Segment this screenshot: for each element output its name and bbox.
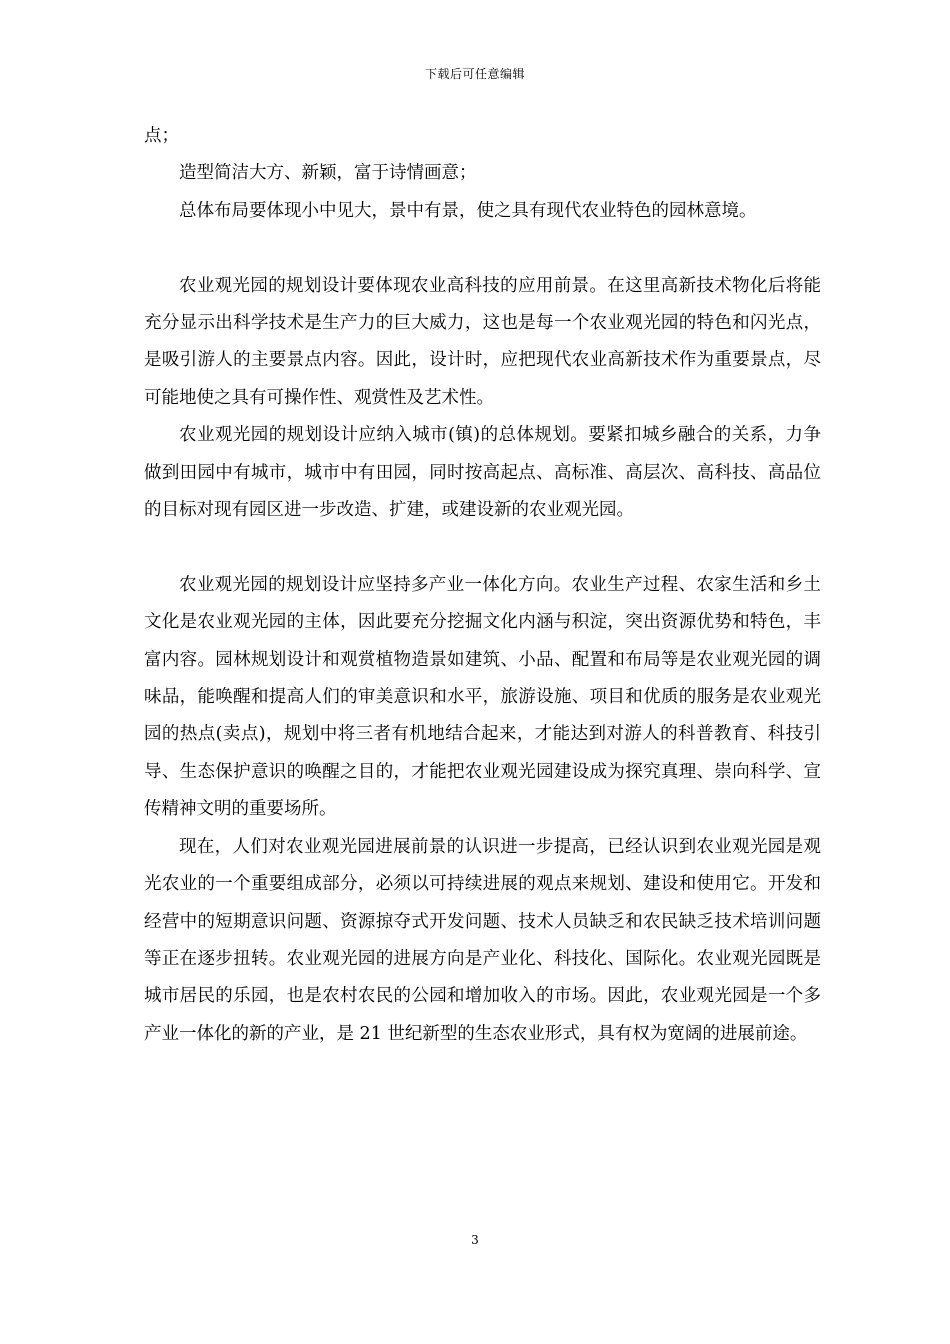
paragraph-gap: [144, 529, 821, 566]
page-header: 下载后可任意编辑: [424, 67, 525, 81]
paragraph-5: 农业观光园的规划设计应纳入城市(镇)的总体规划。要紧扣城乡融合的关系，力争做到田园中有城市，城市中有田园，同时按高起点、高标准、高层次、高科技、高品位的目标对现有园区进一步改造、扩建，或建设新的农业观光园。: [144, 425, 821, 521]
paragraph-gap: [144, 230, 821, 267]
page-number: 3: [471, 1233, 479, 1247]
paragraph-6: 农业观光园的规划设计应坚持多产业一体化方向。农业生产过程、农家生活和乡土文化是农业观光园的主体，因此要充分挖掘文化内涵与积淀，突出资源优势和特色，丰富内容。园林规划设计和观赏植物造景如建筑、小品、配置和布局等是农业观光园的调味品，能唤醒和提高人们的审美意识和水平，旅游设施、项目和优质的服务是农业观光园的热点(卖点)，规划中将三者有机地结合起来，才能达到对游人的科普教育、科技引导、生态保护意识的唤醒之目的，才能把农业观光园建设成为探究真理、崇向科学、宣传精神文明的重要场所。: [144, 574, 821, 820]
paragraph-1: 点；: [144, 126, 179, 146]
paragraph-2: 造型简洁大方、新颖，富于诗情画意；: [179, 163, 477, 184]
document-body: [144, 118, 821, 1053]
paragraph-7: 现在，人们对农业观光园进展前景的认识进一步提高，已经认识到农业观光园是观光农业的一个重要组成部分，必须以可持续进展的观点来规划、建设和使用它。开发和经营中的短期意识问题、资源掠夺式开发问题、技术人员缺乏和农民缺乏技术培训问题等正在逐步扭转。农业观光园的进展方向是产业化、科技化、国际化。农业观光园既是城市居民的乐园，也是农村农民的公园和增加收入的市场。因此，农业观光园是一个多产业一体化的新的产业，是 21 世纪新型的生态农业形式，具有权为宽阔的进展前途。: [144, 836, 821, 1044]
paragraph-4: 农业观光园的规划设计要体现农业高科技的应用前景。在这里高新技术物化后将能充分显示出科学技术是生产力的巨大威力，这也是每一个农业观光园的特色和闪光点，是吸引游人的主要景点内容。因此，设计时，应把现代农业高新技术作为重要景点，尽可能地使之具有可操作性、观赏性及艺术性。: [144, 275, 821, 408]
paragraph-3: 总体布局要体现小中见大，景中有景，使之具有现代农业特色的园林意境。: [179, 200, 757, 221]
